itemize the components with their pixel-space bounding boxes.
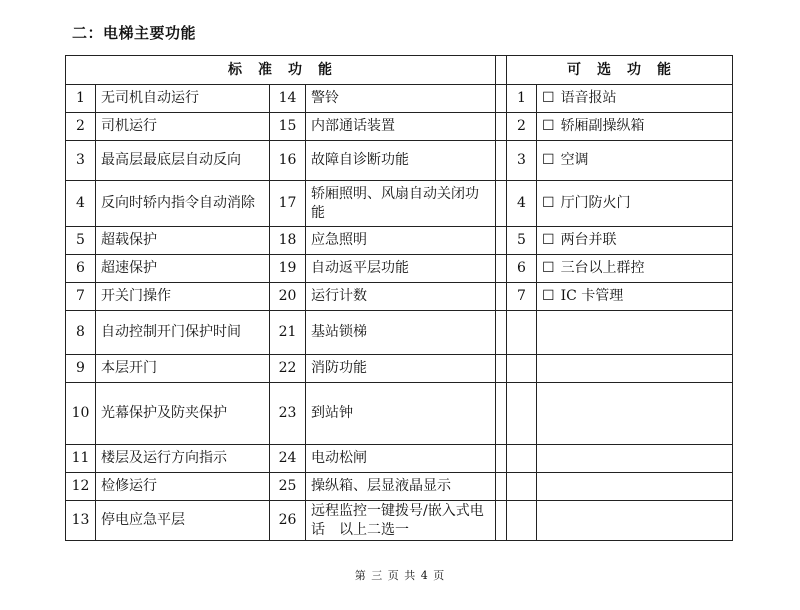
column-separator xyxy=(496,355,507,383)
column-separator xyxy=(496,283,507,311)
table-row xyxy=(66,181,733,227)
table-row xyxy=(66,501,733,541)
column-separator xyxy=(496,445,507,473)
standard-item-number: 16 xyxy=(270,141,306,181)
optional-item-cell xyxy=(537,141,733,181)
standard-item-number: 12 xyxy=(66,473,96,501)
standard-item-text: 本层开门 xyxy=(96,355,270,383)
standard-item-number: 14 xyxy=(270,85,306,113)
table-row xyxy=(66,355,733,383)
column-separator xyxy=(496,311,507,355)
checkbox-icon: ☐ xyxy=(542,232,555,248)
table-row xyxy=(66,255,733,283)
optional-item-number: 5 xyxy=(507,227,537,255)
standard-item-number: 22 xyxy=(270,355,306,383)
standard-item-number: 19 xyxy=(270,255,306,283)
column-separator xyxy=(496,181,507,227)
standard-item-number: 6 xyxy=(66,255,96,283)
checkbox-icon: ☐ xyxy=(542,118,555,134)
standard-item-text: 检修运行 xyxy=(96,473,270,501)
standard-item-number: 7 xyxy=(66,283,96,311)
optional-item-number xyxy=(507,355,537,383)
optional-item-cell xyxy=(537,227,733,255)
standard-item-number: 2 xyxy=(66,113,96,141)
optional-item-cell xyxy=(537,383,733,445)
optional-item-text: 三台以上群控 xyxy=(560,260,645,276)
optional-item-cell xyxy=(537,473,733,501)
checkbox-icon: ☐ xyxy=(542,195,555,211)
optional-item-number xyxy=(507,445,537,473)
standard-item-text: 反向时轿内指令自动消除 xyxy=(96,181,270,227)
optional-item-cell xyxy=(537,85,733,113)
standard-item-text: 消防功能 xyxy=(306,355,496,383)
column-separator xyxy=(496,473,507,501)
standard-item-number: 26 xyxy=(270,501,306,541)
page-footer: 第 三 页 共 4 页 xyxy=(354,569,446,582)
standard-item-number: 20 xyxy=(270,283,306,311)
standard-item-text: 自动控制开门保护时间 xyxy=(96,311,270,355)
standard-item-text: 最高层最底层自动反向 xyxy=(96,141,270,181)
optional-item-text: IC 卡管理 xyxy=(560,288,624,304)
optional-functions-header: 可 选 功 能 xyxy=(507,56,733,85)
table-row xyxy=(66,445,733,473)
standard-item-text: 应急照明 xyxy=(306,227,496,255)
standard-item-number: 3 xyxy=(66,141,96,181)
optional-item-cell xyxy=(537,113,733,141)
optional-item-number: 2 xyxy=(507,113,537,141)
column-separator xyxy=(496,113,507,141)
section-title: 二：电梯主要功能 xyxy=(72,24,197,42)
optional-item-number xyxy=(507,311,537,355)
standard-item-text: 警铃 xyxy=(306,85,496,113)
standard-item-text: 自动返平层功能 xyxy=(306,255,496,283)
standard-item-text: 超速保护 xyxy=(96,255,270,283)
table-row xyxy=(66,85,733,113)
optional-item-text: 两台并联 xyxy=(560,232,617,248)
optional-item-cell xyxy=(537,501,733,541)
standard-item-text: 超载保护 xyxy=(96,227,270,255)
optional-item-number xyxy=(507,473,537,501)
standard-item-number: 9 xyxy=(66,355,96,383)
standard-item-number: 21 xyxy=(270,311,306,355)
optional-item-number xyxy=(507,383,537,445)
column-separator xyxy=(496,501,507,541)
standard-item-number: 15 xyxy=(270,113,306,141)
optional-item-text: 语音报站 xyxy=(560,90,617,106)
checkbox-icon: ☐ xyxy=(542,288,555,304)
standard-item-text: 电动松闸 xyxy=(306,445,496,473)
column-separator xyxy=(496,85,507,113)
standard-item-number: 24 xyxy=(270,445,306,473)
standard-item-text: 楼层及运行方向指示 xyxy=(96,445,270,473)
column-separator xyxy=(496,227,507,255)
table-row xyxy=(66,113,733,141)
standard-item-number: 25 xyxy=(270,473,306,501)
optional-item-cell xyxy=(537,283,733,311)
standard-item-number: 18 xyxy=(270,227,306,255)
standard-functions-header: 标 准 功 能 xyxy=(66,56,496,85)
table-header-row xyxy=(66,56,733,85)
standard-item-number: 1 xyxy=(66,85,96,113)
standard-item-text: 内部通话装置 xyxy=(306,113,496,141)
standard-item-number: 8 xyxy=(66,311,96,355)
table-row xyxy=(66,141,733,181)
optional-item-number: 3 xyxy=(507,141,537,181)
optional-item-number xyxy=(507,501,537,541)
table-row xyxy=(66,283,733,311)
standard-item-number: 13 xyxy=(66,501,96,541)
standard-item-text: 无司机自动运行 xyxy=(96,85,270,113)
standard-item-text: 开关门操作 xyxy=(96,283,270,311)
standard-item-number: 11 xyxy=(66,445,96,473)
standard-item-text: 操纵箱、层显液晶显示 xyxy=(306,473,496,501)
optional-item-cell xyxy=(537,255,733,283)
standard-item-text: 到站钟 xyxy=(306,383,496,445)
optional-item-number: 7 xyxy=(507,283,537,311)
optional-item-text: 厅门防火门 xyxy=(560,195,631,211)
checkbox-icon: ☐ xyxy=(542,152,555,168)
checkbox-icon: ☐ xyxy=(542,260,555,276)
optional-item-cell xyxy=(537,311,733,355)
table-row xyxy=(66,473,733,501)
optional-item-cell xyxy=(537,355,733,383)
standard-item-text: 司机运行 xyxy=(96,113,270,141)
optional-item-text: 轿厢副操纵箱 xyxy=(560,118,645,134)
table-row xyxy=(66,311,733,355)
optional-item-number: 4 xyxy=(507,181,537,227)
column-separator xyxy=(496,255,507,283)
optional-item-cell xyxy=(537,181,733,227)
standard-item-number: 17 xyxy=(270,181,306,227)
standard-item-text: 运行计数 xyxy=(306,283,496,311)
optional-item-number: 1 xyxy=(507,85,537,113)
column-separator xyxy=(496,383,507,445)
standard-item-number: 10 xyxy=(66,383,96,445)
optional-item-cell xyxy=(537,445,733,473)
optional-item-number: 6 xyxy=(507,255,537,283)
table-row xyxy=(66,383,733,445)
optional-item-text: 空调 xyxy=(560,152,589,168)
table-row xyxy=(66,227,733,255)
column-separator xyxy=(496,141,507,181)
standard-item-text: 故障自诊断功能 xyxy=(306,141,496,181)
checkbox-icon: ☐ xyxy=(542,90,555,106)
standard-item-text: 光幕保护及防夹保护 xyxy=(96,383,270,445)
standard-item-number: 4 xyxy=(66,181,96,227)
elevator-function-table xyxy=(65,55,733,541)
standard-item-number: 23 xyxy=(270,383,306,445)
standard-item-text: 停电应急平层 xyxy=(96,501,270,541)
column-separator xyxy=(496,56,507,85)
standard-item-text: 基站锁梯 xyxy=(306,311,496,355)
standard-item-text: 轿厢照明、风扇自动关闭功能 xyxy=(306,181,496,227)
standard-item-number: 5 xyxy=(66,227,96,255)
standard-item-text: 远程监控一键拨号/嵌入式电话 以上二选一 xyxy=(306,501,496,541)
